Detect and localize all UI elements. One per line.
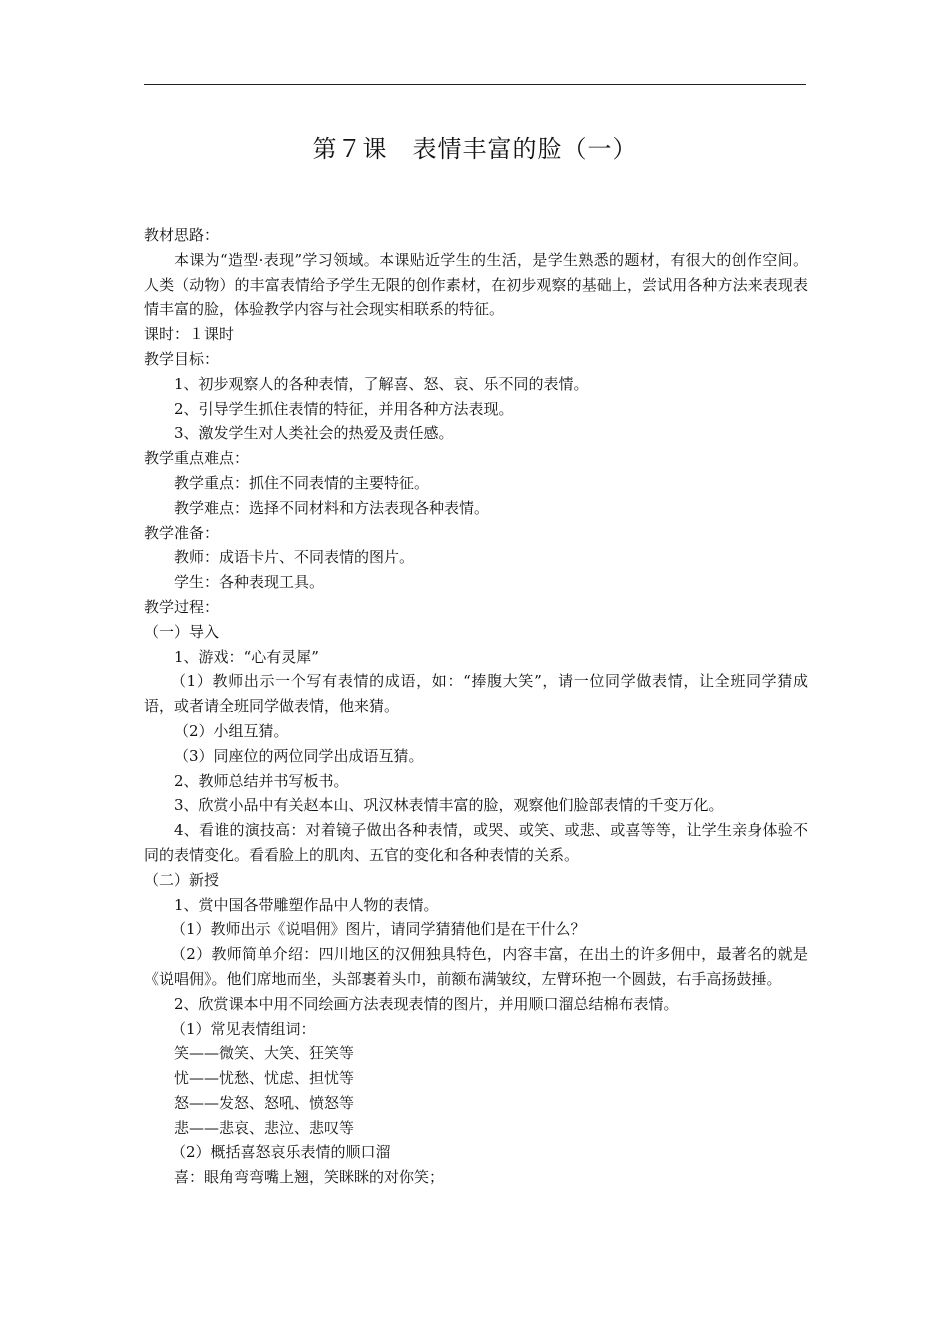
part2-heading: （二）新授 <box>144 870 220 889</box>
key-point: 教学重点：抓住不同表情的主要特征。 <box>174 473 430 492</box>
game-line: 1、游戏：“心有灵犀” <box>174 647 319 666</box>
sculpture-line: 1、赏中国各带雕塑作品中人物的表情。 <box>174 895 439 914</box>
word-group: 怒——发怒、怒吼、愤怒等 <box>174 1093 355 1112</box>
words-heading: （1）常见表情组词： <box>171 1019 316 1038</box>
word-group: 笑——微笑、大笑、狂笑等 <box>174 1044 355 1063</box>
materials-heading: 教材思路： <box>144 226 220 244</box>
game-step-3: （3）同座位的两位同学出成语互猜。 <box>174 746 424 765</box>
process-heading: 教学过程： <box>144 597 220 616</box>
teacher-prep: 教师：成语卡片、不同表情的图片。 <box>174 548 415 567</box>
materials-paragraph: 本课为“造型·表现”学习领域。本课贴近学生的生活，是学生熟悉的题材，有很大的创作空间。人类（动物）的丰富表情给予学生无限的创作素材，在初步观察的基础上，尝试用各种方法来表现表情丰富的脸，体验教学内容与社会现实相联系的特征。 <box>144 250 808 319</box>
class-hours: 课时：１课时 <box>144 325 235 344</box>
part1-heading: （一）导入 <box>144 622 220 641</box>
sculpture-step-1: （1）教师出示《说唱佣》图片，请同学猜猜他们是在干什么？ <box>171 920 586 939</box>
goal-item: 1、初步观察人的各种表情，了解喜、怒、哀、乐不同的表情。 <box>174 374 589 393</box>
appreciate-line: 3、欣赏小品中有关赵本山、巩汉林表情丰富的脸，观察他们脸部表情的千变万化。 <box>174 796 724 815</box>
student-prep: 学生：各种表现工具。 <box>174 573 325 592</box>
word-group: 忧——忧愁、忧虑、担忧等 <box>174 1069 355 1088</box>
goal-item: 2、引导学生抓住表情的特征，并用各种方法表现。 <box>174 399 514 418</box>
painting-line: 2、欣赏课本中用不同绘画方法表现表情的图片，并用顺口溜总结棉布表情。 <box>174 994 679 1013</box>
page-title: 第７课 表情丰富的脸（一） <box>312 135 638 163</box>
key-points-heading: 教学重点难点： <box>144 449 250 468</box>
rhyme-joy: 喜：眼角弯弯嘴上翘，笑眯眯的对你笑； <box>174 1168 445 1187</box>
header-rule <box>144 84 806 85</box>
document-body <box>144 223 808 1190</box>
game-step-1: （1）教师出示一个写有表情的成语，如：“捧腹大笑”，请一位同学做表情，让全班同学猜成语，或者请全班同学做表情，他来猜。 <box>144 672 808 716</box>
goal-item: 3、激发学生对人类社会的热爱及责任感。 <box>174 424 454 443</box>
game-step-2: （2）小组互猜。 <box>174 721 289 740</box>
rhyme-heading: （2）概括喜怒哀乐表情的顺口溜 <box>171 1143 391 1162</box>
summary-line: 2、教师总结并书写板书。 <box>174 771 349 790</box>
preparation-heading: 教学准备： <box>144 523 220 542</box>
difficulty-point: 教学难点：选择不同材料和方法表现各种表情。 <box>174 498 490 517</box>
word-group: 悲——悲哀、悲泣、悲叹等 <box>174 1118 355 1137</box>
sculpture-step-2: （2）教师简单介绍：四川地区的汉佣独具特色，内容丰富，在出土的许多佣中，最著名的就是《说唱佣》。他们席地而坐，头部裹着头巾，前额布满皱纹，左臂环抱一个圆鼓，右手高扬鼓捶。 <box>144 945 808 988</box>
goals-heading: 教学目标： <box>144 349 220 368</box>
mirror-line: 4、看谁的演技高：对着镜子做出各种表情，或哭、或笑、或悲、或喜等等，让学生亲身体验不同的表情变化。看看脸上的肌肉、五官的变化和各种表情的关系。 <box>144 821 808 864</box>
